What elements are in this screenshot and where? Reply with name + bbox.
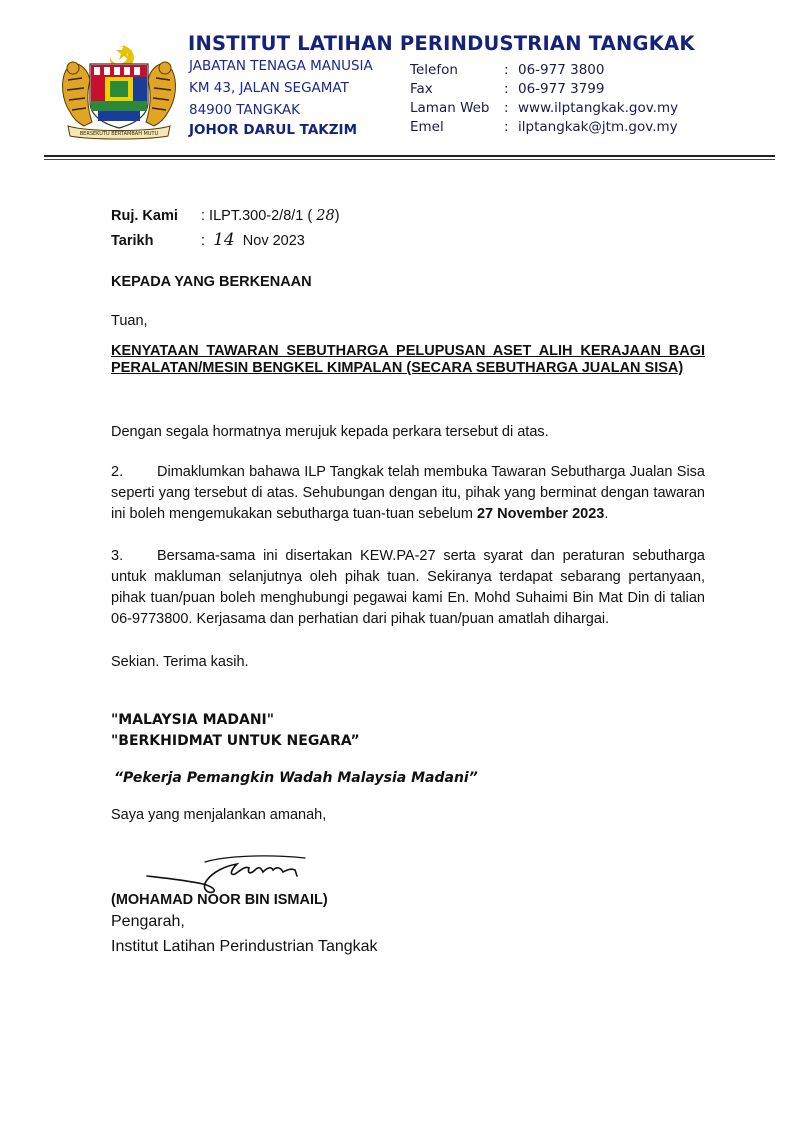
letterhead-divider-thin bbox=[44, 159, 775, 160]
motto-berkhidmat: "BERKHIDMAT UNTUK NEGARA” bbox=[111, 733, 360, 749]
letterhead-divider bbox=[44, 155, 775, 157]
signatory-title: Pengarah, bbox=[111, 913, 185, 930]
contact-sep: : bbox=[504, 119, 509, 135]
contact-value: ilptangkak@jtm.gov.my bbox=[518, 119, 678, 135]
contact-sep: : bbox=[504, 100, 509, 116]
paragraph-number: 2. bbox=[111, 464, 124, 480]
subject-text: KENYATAAN TAWARAN SEBUTHARGA PELUPUSAN ASET ALIH KERAJAAN BAGI PERALATAN/MESIN BENGKEL KIMPALAN (SECARA SEBUTHARGA JUALAN SISA) bbox=[111, 343, 705, 376]
address-line-3: 84900 TANGKAK bbox=[189, 102, 300, 118]
date-value: Nov 2023 bbox=[242, 233, 305, 249]
contact-email bbox=[410, 119, 678, 138]
date-row bbox=[111, 230, 305, 250]
contact-fax bbox=[410, 81, 678, 100]
contact-website bbox=[410, 100, 678, 119]
contact-sep: : bbox=[504, 62, 509, 78]
address-line-4: JOHOR DARUL TAKZIM bbox=[189, 122, 357, 138]
deadline-date: 27 November 2023 bbox=[476, 506, 605, 522]
date-colon: : bbox=[201, 233, 206, 249]
salutation: Tuan, bbox=[111, 313, 148, 329]
signature bbox=[145, 848, 325, 898]
intro-paragraph: Dengan segala hormatnya merujuk kepada perkara tersebut di atas. bbox=[111, 424, 549, 440]
contact-sep: : bbox=[504, 81, 509, 97]
reference-handwritten-number: 28 bbox=[316, 208, 335, 224]
contact-label: Fax bbox=[410, 81, 433, 97]
contact-label: Telefon bbox=[410, 62, 458, 78]
contact-value: 06-977 3800 bbox=[518, 62, 605, 78]
contact-value: www.ilptangkak.gov.my bbox=[518, 100, 679, 116]
paragraph-number: 3. bbox=[111, 548, 124, 564]
closing-line: Sekian. Terima kasih. bbox=[111, 654, 249, 670]
reference-row bbox=[111, 208, 340, 224]
signatory-organisation: Institut Latihan Perindustrian Tangkak bbox=[111, 938, 378, 955]
paragraph-text: Dimaklumkan bahawa ILP Tangkak telah membuka Tawaran Sebutharga Jualan Sisa seperti yang tersebut di atas. Sehubungan dengan itu, pihak yang berminat dengan tawaran ini boleh mengemukakan sebutharga tuan-tuan sebelum bbox=[111, 464, 705, 522]
date-label: Tarikh bbox=[111, 233, 154, 249]
reference-value: : ILPT.300-2/8/1 ( bbox=[201, 208, 313, 224]
reference-close: ) bbox=[334, 208, 340, 224]
paragraph-end: . bbox=[604, 506, 609, 522]
subject-heading bbox=[111, 343, 705, 377]
coat-of-arms-logo bbox=[58, 40, 180, 140]
paragraph-text: Bersama-sama ini disertakan KEW.PA-27 serta syarat dan peraturan sebutharga untuk makluman selanjutnya oleh pihak tuan. Sekiranya terdapat sebarang pertanyaan, pihak tuan/puan boleh menghubungi pegawai kami En. Mohd Suhaimi Bin Mat Din di talian 06-9773800. Kerjasama dan perhatian dari pihak tuan/puan amatlah dihargai. bbox=[111, 548, 705, 627]
reference-label: Ruj. Kami bbox=[111, 208, 178, 224]
date-handwritten-day: 14 bbox=[213, 230, 235, 250]
paragraph-3 bbox=[111, 546, 705, 630]
contact-value: 06-977 3799 bbox=[518, 81, 605, 97]
motto-malaysia-madani: "MALAYSIA MADANI" bbox=[111, 712, 275, 728]
signatory-name: (MOHAMAD NOOR BIN ISMAIL) bbox=[111, 892, 328, 908]
address-line-2: KM 43, JALAN SEGAMAT bbox=[189, 80, 349, 96]
paragraph-2 bbox=[111, 462, 705, 525]
recipient: KEPADA YANG BERKENAAN bbox=[111, 274, 312, 290]
contact-phone bbox=[410, 62, 678, 81]
trust-line: Saya yang menjalankan amanah, bbox=[111, 807, 327, 823]
address-line-1: JABATAN TENAGA MANUSIA bbox=[189, 58, 373, 74]
svg-text:BERSEKUTU BERTAMBAH MUTU: BERSEKUTU BERTAMBAH MUTU bbox=[79, 131, 159, 137]
institute-name: INSTITUT LATIHAN PERINDUSTRIAN TANGKAK bbox=[188, 32, 695, 55]
tagline: “Pekerja Pemangkin Wadah Malaysia Madani” bbox=[114, 770, 478, 786]
contact-label: Emel bbox=[410, 119, 444, 135]
contact-block bbox=[410, 62, 678, 138]
contact-label: Laman Web bbox=[410, 100, 490, 116]
